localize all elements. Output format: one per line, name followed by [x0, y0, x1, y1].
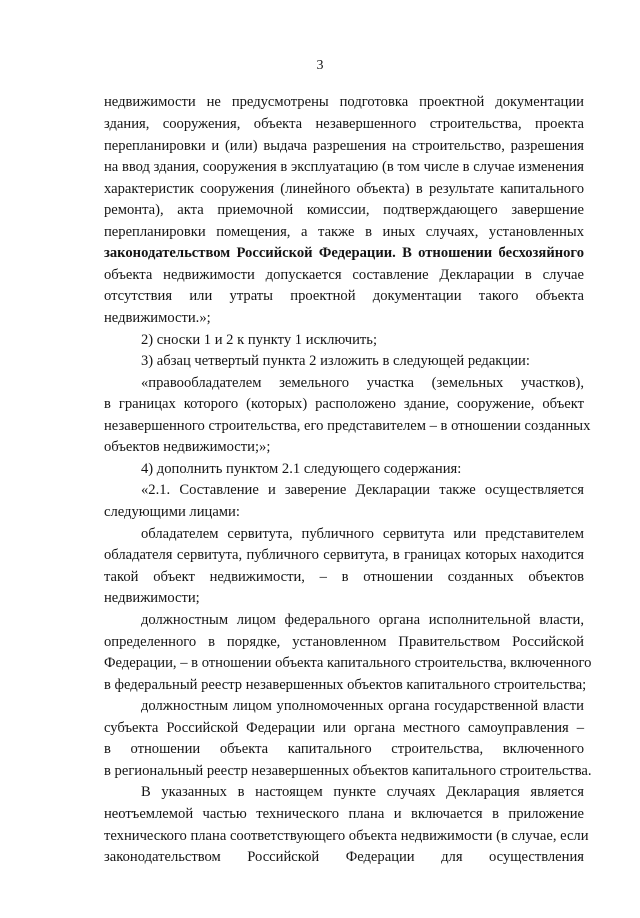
text-line: технического плана соответствующего объекта недвижимости (в случае, если — [104, 828, 589, 844]
text-line: в границах которого (которых) расположено здание, сооружение, объект — [104, 396, 584, 412]
text-line: недвижимости.»; — [104, 310, 211, 326]
text-line: обладателем сервитута, публичного сервитута или представителем — [141, 526, 584, 542]
text-line: определенного в порядке, установленном Правительством Российской — [104, 634, 584, 650]
text-line: субъекта Российской Федерации или органа местного самоуправления – — [104, 720, 584, 736]
text-line: на ввод здания, сооружения в эксплуатацию (в том числе в случае изменения — [104, 159, 584, 175]
text-line: такой объект недвижимости, – в отношении созданных объектов — [104, 569, 584, 585]
text-line: в отношении объекта капитального строительства, включенного — [104, 741, 584, 757]
text-line: должностным лицом уполномоченных органа государственной власти — [141, 698, 584, 714]
text-line: перепланировки и (или) выдача разрешения на строительство, разрешения — [104, 138, 584, 154]
text-line: неотъемлемой частью технического плана и включается в приложение — [104, 806, 584, 822]
text-line: в региональный реестр незавершенных объектов капитального строительства. — [104, 763, 592, 779]
page-number: 3 — [316, 58, 324, 73]
text-line: недвижимости; — [104, 590, 200, 606]
text-line: следующими лицами: — [104, 504, 240, 520]
text-line: характеристик сооружения (линейного объекта) в результате капитального — [104, 181, 584, 197]
text-line: законодательством Российской Федерации для осуществления — [104, 849, 584, 865]
text-line: «2.1. Составление и заверение Декларации также осуществляется — [141, 482, 584, 498]
text-line: 3) абзац четвертый пункта 2 изложить в следующей редакции: — [141, 353, 530, 369]
text-line: должностным лицом федерального органа исполнительной власти, — [141, 612, 584, 628]
text-line: отсутствия или утраты проектной документации такого объекта — [104, 288, 584, 304]
text-line: объектов недвижимости;»; — [104, 439, 271, 455]
text-line: 2) сноски 1 и 2 к пункту 1 исключить; — [141, 332, 378, 348]
text-line: перепланировки помещения, а также в иных случаях, установленных — [104, 224, 584, 240]
text-line: обладателя сервитута, публичного сервитута, в границах которых находится — [104, 547, 584, 563]
text-line: ремонта), акта приемочной комиссии, подтверждающего завершение — [104, 202, 584, 218]
text-line: недвижимости не предусмотрены подготовка проектной документации — [104, 94, 584, 110]
text-line: здания, сооружения, объекта незавершенного строительства, проекта — [104, 116, 584, 132]
text-line: законодательством Российской Федерации. В отношении бесхозяйного — [104, 245, 584, 261]
text-line: в федеральный реестр незавершенных объектов капитального строительства; — [104, 677, 587, 693]
text-line: незавершенного строительства, его представителем – в отношении созданных — [104, 418, 591, 434]
text-line: 4) дополнить пунктом 2.1 следующего содержания: — [141, 461, 462, 477]
text-line: «правообладателем земельного участка (земельных участков), — [141, 375, 584, 391]
text-line: объекта недвижимости допускается составление Декларации в случае — [104, 267, 584, 283]
text-line: Федерации, – в отношении объекта капитального строительства, включенного — [104, 655, 592, 671]
text-line: В указанных в настоящем пункте случаях Декларация является — [141, 784, 584, 800]
